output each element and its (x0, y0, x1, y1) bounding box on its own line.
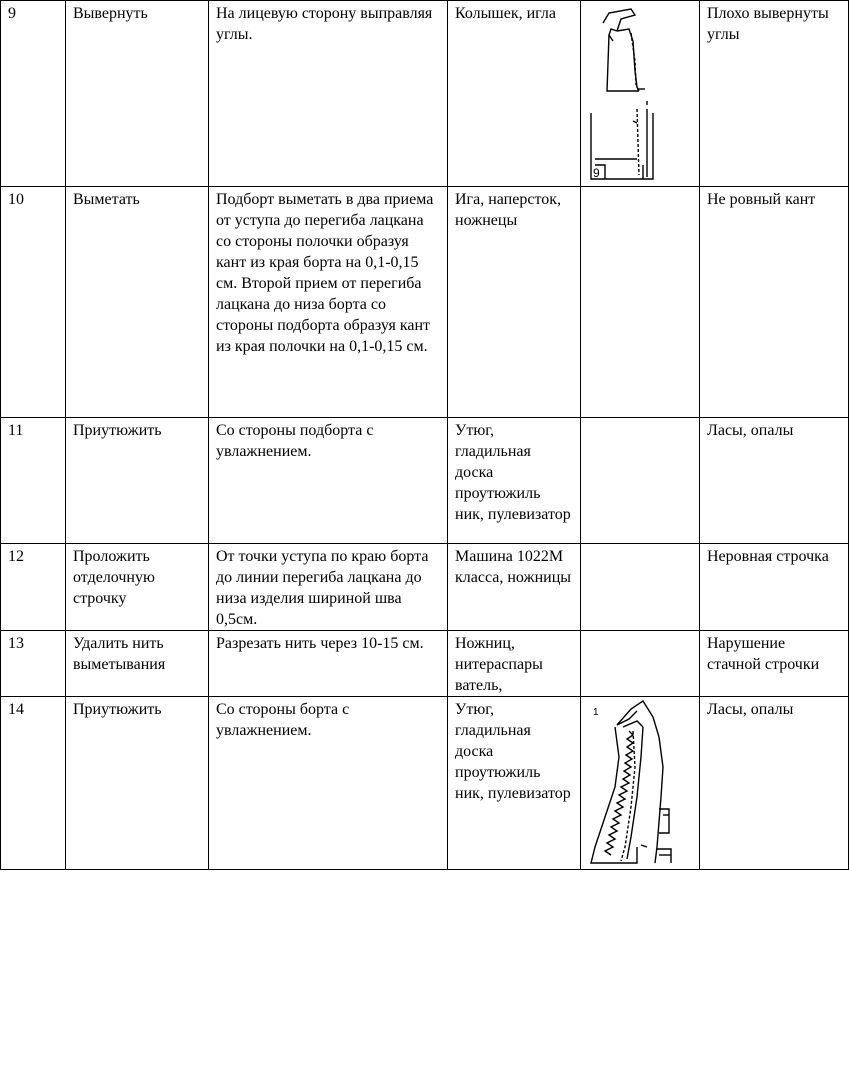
operation-name: Вывернуть (66, 1, 209, 187)
operation-description: Подборт выметать в два приема от уступа до перегиба лацкана со стороны полочки образуя кант из края борта на 0,1-0,15 см. Второй прием от перегиба лацкана до низа борта со стороны подборта образуя кант из края полочки на 0,1-0,15 см. (209, 187, 448, 418)
operation-description: Со стороны подборта с увлажнением. (209, 418, 448, 544)
table-row (1, 187, 849, 418)
operation-description: От точки уступа по краю борта до линии перегиба лацкана до низа изделия шириной шва 0,5см. (209, 544, 448, 631)
operation-name: Выметать (66, 187, 209, 418)
possible-defect: Неровная строчка (700, 544, 849, 631)
possible-defect: Не ровный кант (700, 187, 849, 418)
tools: Утюг, гладильная доска проутюжиль ник, пулевизатор (448, 418, 581, 544)
possible-defect: Нарушение стачной строчки (700, 631, 849, 697)
svg-text:9: 9 (593, 166, 600, 180)
table-row (1, 544, 849, 631)
tools: Машина 1022М класса, ножницы (448, 544, 581, 631)
possible-defect: Плохо вывернуты углы (700, 1, 849, 187)
tools: Ножниц, нитераспары ватель, (448, 631, 581, 697)
row-number: 14 (1, 697, 66, 870)
tools: Колышек, игла (448, 1, 581, 187)
tools: Ига, наперсток, ножнецы (448, 187, 581, 418)
row-number: 12 (1, 544, 66, 631)
sketch-cell (581, 418, 700, 544)
row-number: 9 (1, 1, 66, 187)
possible-defect: Ласы, опалы (700, 418, 849, 544)
tools: Утюг, гладильная доска проутюжиль ник, пулевизатор (448, 697, 581, 870)
sketch-cell (581, 697, 700, 870)
operation-name: Приутюжить (66, 697, 209, 870)
row-number: 11 (1, 418, 66, 544)
operation-name: Приутюжить (66, 418, 209, 544)
table-row (1, 418, 849, 544)
table-row (1, 1, 849, 187)
possible-defect: Ласы, опалы (700, 697, 849, 870)
sketch-cell (581, 187, 700, 418)
lapel-edge-stitch-sketch (581, 697, 699, 870)
row-number: 13 (1, 631, 66, 697)
table-row (1, 697, 849, 870)
operation-description: На лицевую сторону выправляя углы. (209, 1, 448, 187)
sketch-cell (581, 1, 700, 187)
row-number: 10 (1, 187, 66, 418)
operation-name: Удалить нить выметывания (66, 631, 209, 697)
sketch-cell (581, 631, 700, 697)
sketch-label: 1 (593, 707, 599, 718)
operation-description: Со стороны борта с увлажнением. (209, 697, 448, 870)
jacket-front-turned-sketch (581, 1, 699, 187)
table-row (1, 631, 849, 697)
operation-name: Проложить отделочную строчку (66, 544, 209, 631)
operation-description: Разрезать нить через 10-15 см. (209, 631, 448, 697)
sketch-cell (581, 544, 700, 631)
